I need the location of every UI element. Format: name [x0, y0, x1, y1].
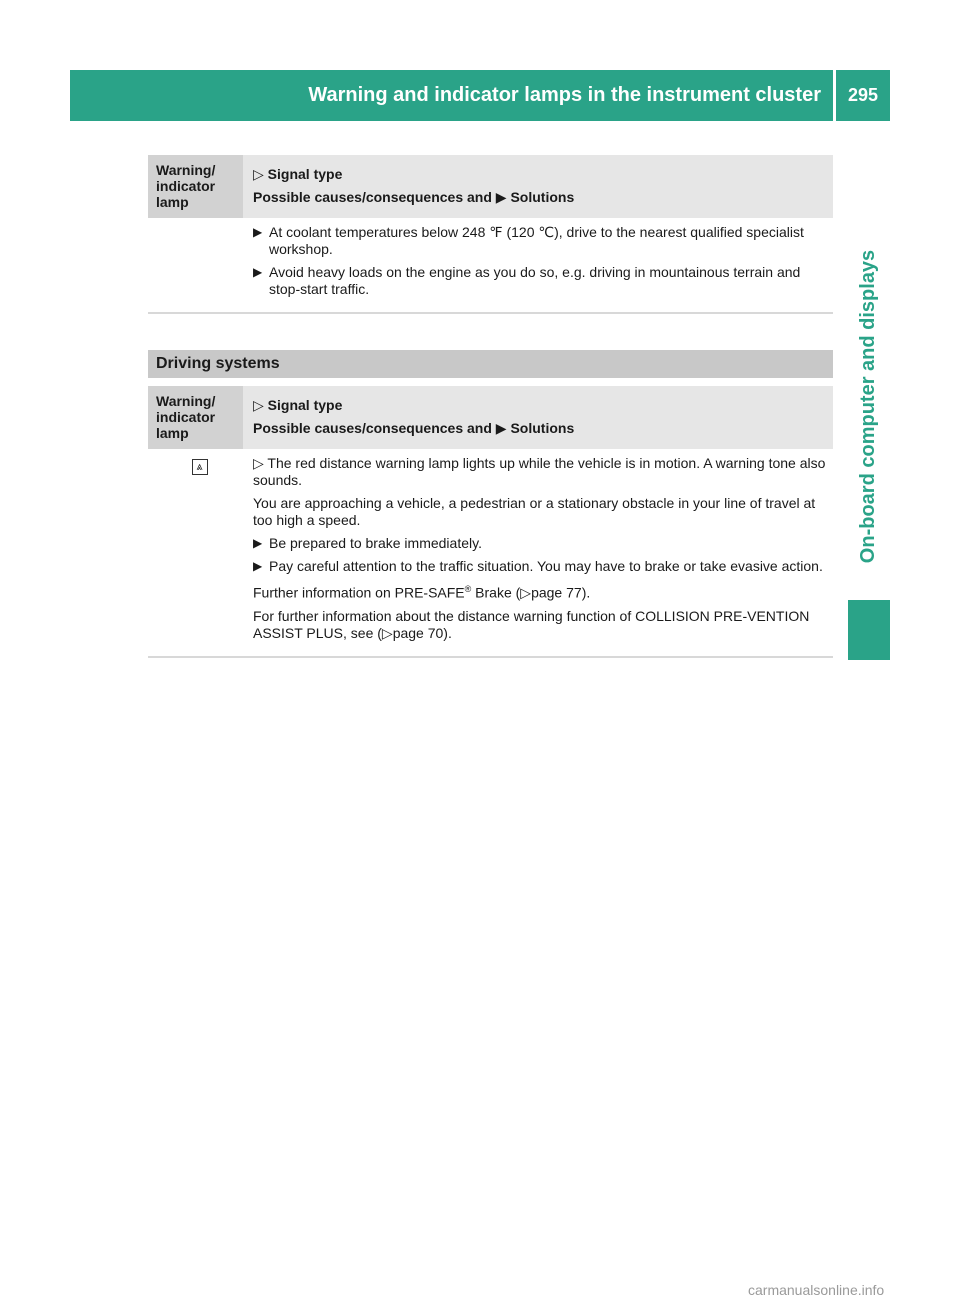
signal-description	[253, 455, 827, 489]
table2-row	[148, 449, 833, 656]
side-tab	[848, 226, 890, 586]
main-content	[148, 155, 833, 658]
table1-lamp-cell	[148, 218, 243, 312]
list-item	[253, 535, 827, 552]
side-tab-label: On-board computer and displays	[857, 249, 880, 563]
signal-type-icon: ▷	[253, 455, 264, 471]
table1-col-main	[243, 155, 833, 218]
page-ref-icon: ▷	[381, 624, 393, 641]
further-info-pre-safe	[253, 581, 827, 602]
solutions-arrow-icon: ▶	[495, 420, 507, 436]
page-number: 295	[847, 85, 879, 105]
page-header-title: Warning and indicator lamps in the instrument cluster	[308, 84, 821, 106]
table2-bottom-rule	[148, 656, 833, 658]
table1-col-signal: Signal type	[267, 166, 343, 182]
side-tab-marker	[848, 600, 890, 660]
table1-col-lamp: Warning/ indicator lamp	[148, 155, 243, 218]
signal-text: The red distance warning lamp lights up while the vehicle is in motion. A warning tone also sounds.	[253, 455, 826, 488]
table1-main-cell	[243, 218, 833, 312]
signal-type-icon: ▷	[253, 166, 264, 182]
list-item	[253, 558, 827, 575]
table1-header	[148, 155, 833, 218]
table1-row	[148, 218, 833, 312]
table2-col-main	[243, 386, 833, 449]
list-item-text: Pay careful attention to the traffic situation. You may have to brake or take evasive action.	[269, 558, 823, 574]
info-text: For further information about the distance warning function of COLLISION PRE-VENTION ASSIST PLUS, see (	[253, 607, 810, 641]
bullet-arrow-icon: ▶	[253, 536, 263, 550]
watermark: carmanualsonline.info	[748, 1282, 885, 1298]
bullet-arrow-icon: ▶	[253, 265, 263, 279]
page-ref-icon: ▷	[520, 584, 532, 601]
table2-col-signal: Signal type	[267, 397, 343, 413]
info-text: Further information on PRE-SAFE	[253, 584, 465, 601]
cause-description: You are approaching a vehicle, a pedestrian or a stationary obstacle in your line of travel at too high a speed.	[253, 495, 816, 528]
page-reference-link[interactable]: page 77	[531, 584, 582, 601]
signal-type-icon: ▷	[253, 397, 264, 413]
list-item-text: Avoid heavy loads on the engine as you do so, e.g. driving in mountainous terrain and stop-start traffic.	[269, 264, 801, 297]
section-title: Driving systems	[148, 350, 833, 378]
info-text: Brake (	[471, 584, 521, 601]
list-item-text: At coolant temperatures below 248 ℉ (120 ℃), drive to the nearest qualified specialist workshop.	[269, 224, 804, 257]
table2-header	[148, 386, 833, 449]
info-text: ).	[581, 584, 591, 601]
table2-lamp-cell	[148, 449, 243, 656]
page-header	[70, 70, 890, 121]
bullet-arrow-icon: ▶	[253, 225, 263, 239]
table2-col-lamp: Warning/ indicator lamp	[148, 386, 243, 449]
table2-main-cell	[243, 449, 833, 656]
registered-mark: ®	[464, 584, 472, 594]
distance-warning-icon: ⩓	[192, 459, 208, 475]
list-item-text: Be prepared to brake immediately.	[269, 535, 482, 551]
table2-col-causes: Possible causes/consequences and	[253, 420, 492, 436]
list-item	[253, 264, 827, 298]
info-text: ).	[443, 624, 452, 641]
list-item	[253, 224, 827, 258]
page-reference-link[interactable]: page 70	[392, 624, 444, 641]
further-info-collision	[253, 608, 827, 642]
table2-col-solutions: Solutions	[510, 420, 575, 436]
table1-bottom-rule	[148, 312, 833, 314]
table1-col-causes: Possible causes/consequences and	[253, 189, 492, 205]
table1-col-solutions: Solutions	[510, 189, 575, 205]
bullet-arrow-icon: ▶	[253, 559, 263, 573]
solutions-arrow-icon: ▶	[495, 189, 507, 205]
